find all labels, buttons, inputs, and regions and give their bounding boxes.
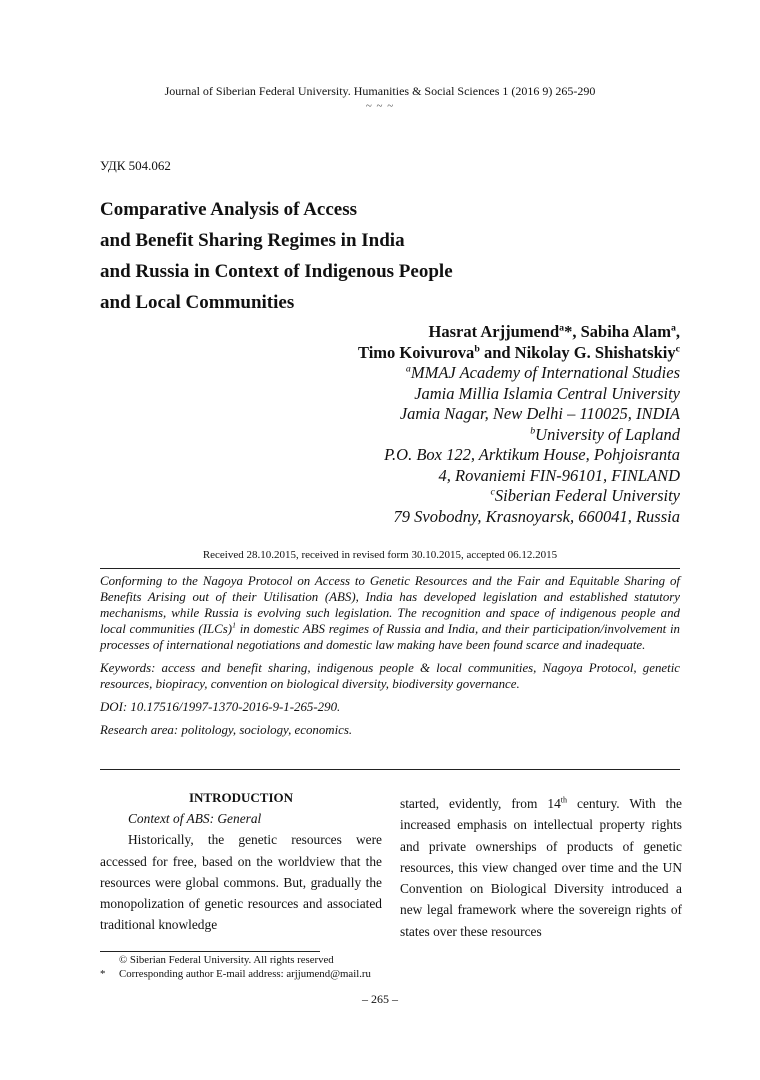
affiliation-line: $^a$MMAJ Academy of International Studies — [405, 363, 680, 382]
section-heading: INTRODUCTION — [188, 790, 293, 805]
left-column — [100, 790, 382, 936]
affiliation-line: Jamia Nagar, New Delhi – 110025, INDIA — [399, 404, 680, 423]
abstract-top-rule — [100, 568, 680, 569]
author-name: Hasrat Arjjumend — [428, 322, 560, 341]
footnote-star: * — [100, 968, 106, 980]
header-ornament: ~ ~ ~ — [365, 100, 395, 112]
corresponding-footnote — [100, 968, 371, 980]
title-line: and Benefit Sharing Regimes in India — [100, 230, 405, 251]
author-separator: and — [479, 342, 515, 362]
authors-block — [358, 322, 680, 527]
body-paragraph: started, evidently, from 14th century. With the increased emphasis on intellectual property rights and private ownerships of products of genetic resources, this view changed over time and the UN Convention on Biological Diversity introduced a new legal framework where the sovereign rights of states over these resources — [400, 795, 682, 939]
keywords: Keywords: access and benefit sharing, indigenous people & local communities, Nagoya Protocol, genetic resources, biopiracy, convention on biological diversity, biodiversity governance. — [100, 661, 680, 691]
affiliation-sup: b — [530, 425, 536, 436]
title-line: Comparative Analysis of Access — [100, 199, 358, 220]
author-line — [358, 343, 680, 364]
footnote-rule — [100, 951, 320, 952]
journal-header: Journal of Siberian Federal University. Humanities & Social Sciences 1 (2016 9) 265-290 — [164, 84, 596, 98]
affiliation-line: $^b$University of Lapland — [530, 424, 680, 444]
received-dates: Received 28.10.2015, received in revised form 30.10.2015, accepted 06.12.2015 — [202, 549, 558, 561]
author-separator: , — [572, 322, 581, 341]
author-sup: b — [474, 343, 480, 354]
title-line: and Local Communities — [100, 292, 295, 313]
corresponding-email: Corresponding author E-mail address: arjjumend@mail.ru — [119, 968, 371, 980]
abstract-block — [100, 573, 680, 745]
body-paragraph: Historically, the genetic resources were accessed for free, based on the worldview that the resources were global commons. But, gradually the monopolization of genetic resources and associated traditional knowledge — [100, 832, 382, 933]
doi: DOI: 10.17516/1997-1370-2016-9-1-265-290. — [100, 700, 341, 714]
author-line — [358, 322, 680, 343]
author-sup: a — [670, 322, 676, 334]
author-name: Timo Koivurova — [358, 342, 475, 362]
research-area: Research area: politology, sociology, economics. — [100, 723, 353, 737]
affiliation-line: Jamia Millia Islamia Central University — [414, 383, 680, 403]
affiliation-line: P.O. Box 122, Arktikum House, Pohjoisranta — [384, 445, 680, 464]
page-number: – 265 – — [362, 992, 398, 1006]
paper-title — [100, 194, 453, 318]
ordinal-sup: th — [560, 795, 568, 805]
abstract-text: Conforming to the Nagoya Protocol on Access to Genetic Resources and the Fair and Equitable Sharing of Benefits Arising out of their Utilisation (ABS), India has developed legislation and established statutory mechanisms, while Russia is evolving such legislation. The recognition and space of indigenous people and local communities (ILCs)$^1$ in domestic ABS regimes of Russia and India, and their participation/involvement in processes of international negotiations and domestic law making have been found scarce and inadequate. — [100, 574, 680, 652]
author-sup: a — [559, 322, 565, 334]
affiliation-line: 79 Svobodny, Krasnoyarsk, 660041, Russia — [393, 506, 680, 526]
subsection-heading: Context of ABS: General — [128, 811, 262, 826]
affiliation-line: $^c$Siberian Federal University — [490, 486, 680, 505]
abstract-bottom-rule — [100, 769, 680, 770]
footnote-ref: 1 — [232, 620, 236, 630]
udk-code: УДК 504.062 — [100, 158, 171, 173]
title-line: and Russia in Context of Indigenous People — [100, 261, 453, 282]
author-name: Nikolay G. Shishatskiy — [514, 342, 676, 362]
author-sup: c — [675, 343, 680, 354]
copyright-footnote: © Siberian Federal University. All rights reserved — [119, 954, 334, 966]
affiliation-sup: c — [490, 486, 495, 498]
author-separator: , — [675, 322, 680, 341]
affiliation-line: 4, Rovaniemi FIN-96101, FINLAND — [438, 465, 680, 485]
corresponding-star: * — [564, 322, 573, 341]
author-name: Sabiha Alam — [580, 322, 671, 341]
affiliation-sup: a — [405, 363, 411, 375]
right-column — [400, 793, 682, 942]
